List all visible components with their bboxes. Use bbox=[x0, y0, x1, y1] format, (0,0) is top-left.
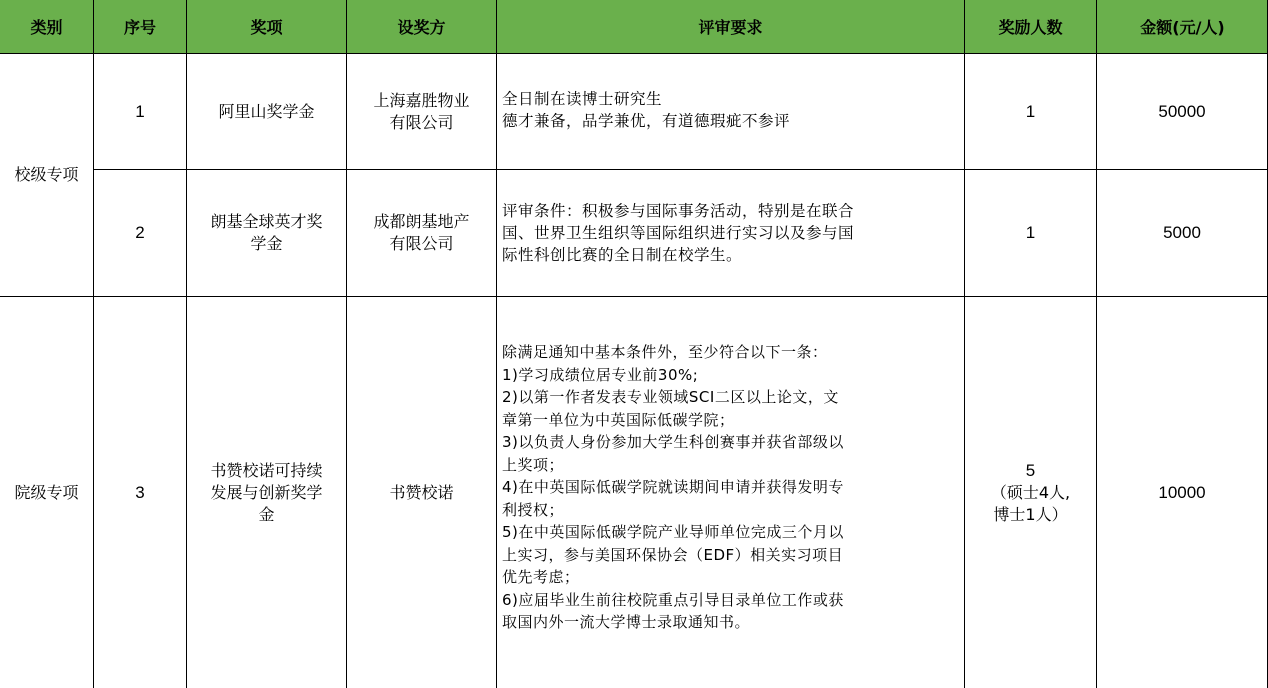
header-award: 奖项 bbox=[187, 0, 346, 53]
row1-index: 1 bbox=[135, 101, 145, 121]
header-count: 奖励人数 bbox=[965, 0, 1096, 53]
header-requirements: 评审要求 bbox=[497, 0, 964, 53]
row1-sponsor: 上海嘉胜物业 有限公司 bbox=[373, 90, 470, 132]
header-sponsor: 设奖方 bbox=[347, 0, 496, 53]
header-category: 类别 bbox=[0, 0, 93, 53]
category-college: 院级专项 bbox=[14, 482, 79, 502]
row1-requirements: 全日制在读博士研究生 德才兼备，品学兼优，有道德瑕疵不参评 bbox=[502, 90, 791, 130]
header-amount: 金额(元/人) bbox=[1097, 0, 1268, 53]
header-index: 序号 bbox=[94, 0, 186, 53]
row3-index: 3 bbox=[135, 482, 145, 502]
row3-amount: 10000 bbox=[1158, 482, 1206, 502]
row2-sponsor: 成都朗基地产 有限公司 bbox=[373, 212, 470, 253]
row1-count: 1 bbox=[1025, 101, 1036, 121]
row3-requirements: 除满足通知中基本条件外，至少符合以下一条： 1)学习成绩位居专业前30%; 2)以第一作者发表专业领域SCI二区以上论文，文 章第一单位为中英国际低碳学院； 3)以负责人身份参加大学生科创赛事并获省部级以 上奖项； 4)在中英国际低碳学院就读期间申请并获得发明专 利授权； 5)在中英国际低碳学院产业导师单位完成三个月以 上实习，参与美国环保协会（EDF）相关实习项目 优先考虑； 6)应届毕业生前往校院重点引导目录单位工作或获 取国内外一流大学博士录取通知书。 bbox=[502, 343, 844, 631]
row2-amount: 5000 bbox=[1163, 223, 1201, 242]
grid-line bbox=[496, 0, 497, 688]
row1-award: 阿里山奖学金 bbox=[218, 101, 315, 121]
row2-requirements: 评审条件：积极参与国际事务活动，特别是在联合 国、世界卫生组织等国际组织进行实习以及参与国 际性科创比赛的全日制在校学生。 bbox=[502, 202, 855, 264]
category-school: 校级专项 bbox=[14, 165, 79, 184]
row1-amount: 50000 bbox=[1158, 101, 1206, 121]
row2-count: 1 bbox=[1025, 223, 1036, 242]
row2-award: 朗基全球英才奖 学金 bbox=[210, 212, 323, 253]
row2-index: 2 bbox=[135, 223, 145, 242]
row3-sponsor: 书赞校诺 bbox=[389, 482, 454, 502]
row3-award: 书赞校诺可持续 发展与创新奖学 金 bbox=[210, 460, 323, 524]
row3-count: 5 （硕士4人, 博士1人） bbox=[990, 460, 1071, 524]
